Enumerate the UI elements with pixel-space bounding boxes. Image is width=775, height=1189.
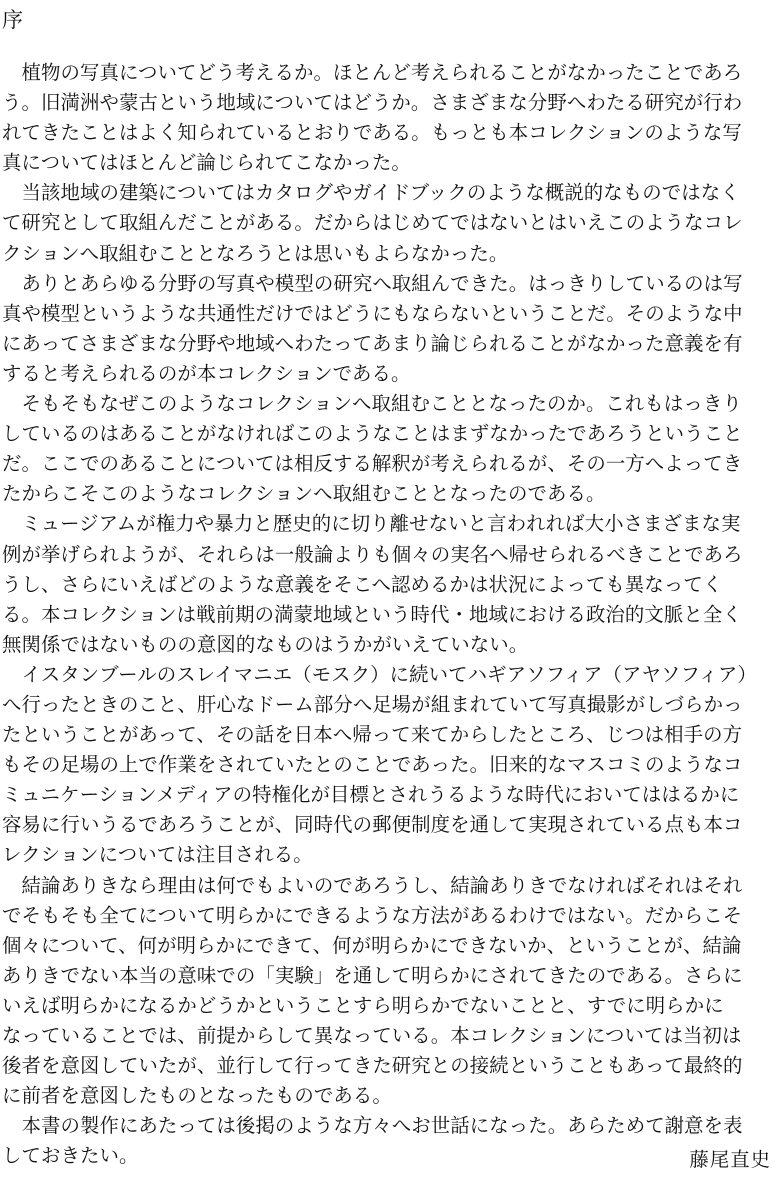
body-text <box>2 58 772 1171</box>
body-line: 無関係ではないものの意図的なものはうかがいえていない。 <box>2 632 529 656</box>
body-line: にあってさまざまな分野や地域へわたってあまり論じられることがなかった意義を有 <box>2 331 743 355</box>
body-line: たからこそこのようなコレクションへ取組むこととなったのである。 <box>2 482 606 506</box>
body-line: クションへ取組むこととなろうとは思いもよらなかった。 <box>2 241 509 265</box>
body-line: ミュニケーションメディアの特権化が目標とされうるような時代においてははるかに <box>2 783 740 807</box>
body-line: いえば明らかになるかどうかということすら明らかでないことと、すでに明らかに <box>2 993 724 1017</box>
body-line: 例が挙げられようが、それらは一般論よりも個々の実名へ帰せられるべきことであろ <box>2 542 743 566</box>
body-line: て研究として取組んだことがある。だからはじめてではないとはいえこのようなコレ <box>2 211 743 235</box>
body-line: 真や模型というような共通性だけではどうにもならないということだ。そのような中 <box>2 301 743 325</box>
body-line: ミュージアムが権力や暴力と歴史的に切り離せないと言われれば大小さまざまな実 <box>2 512 741 536</box>
body-line: そもそもなぜこのようなコレクションへ取組むこととなったのか。これもはっきり <box>2 392 742 416</box>
body-line: 結論ありきなら理由は何でもよいのであろうし、結論ありきでなければそれはそれ <box>2 873 743 897</box>
body-line: イスタンブールのスレイマニエ（モスク）に続いてハギアソフィア（アヤソフィア） <box>2 662 757 686</box>
body-line: へ行ったときのこと、肝心なドーム部分へ足場が組まれていて写真撮影がしづらかっ <box>2 692 743 716</box>
body-line: ありきでない本当の意味での「実験」を通して明らかにされてきたのである。さらに <box>2 963 743 987</box>
body-line: しておきたい。 <box>2 1144 139 1168</box>
page-title: 序 <box>2 8 23 32</box>
body-line: うし、さらにいえばどのような意義をそこへ認めるかは状況によっても異なってく <box>2 572 723 596</box>
body-line: 植物の写真についてどう考えるか。ほとんど考えられることがなかったことであろ <box>2 61 743 84</box>
body-line: ありとあらゆる分野の写真や模型の研究へ取組んできた。はっきりしているのは写 <box>2 271 743 295</box>
body-line: る。本コレクションは戦前期の満蒙地域という時代・地域における政治的文脈と全く <box>2 602 742 626</box>
body-line: もその足場の上で作業をされていたとのことであった。旧来的なマスコミのようなコ <box>2 753 743 777</box>
body-line: 本書の製作にあたっては後掲のような方々へお世話になった。あらためて謝意を表 <box>2 1114 743 1138</box>
body-line: だ。ここでのあることについては相反する解釈が考えられるが、その一方へよってき <box>2 452 743 476</box>
body-line: 真についてはほとんど論じられてこなかった。 <box>2 151 411 175</box>
body-line: 後者を意図していたが、並行して行ってきた研究との接続ということもあって最終的 <box>2 1054 743 1078</box>
body-line: すると考えられるのが本コレクションである。 <box>2 361 411 385</box>
body-line: 個々について、何が明らかにできて、何が明らかにできないか、ということが、結論 <box>2 933 742 957</box>
body-line: なっていることでは、前提からして異なっている。本コレクションについては当初は <box>2 1024 742 1047</box>
body-line: 当該地域の建築についてはカタログやガイドブックのような概説的なものではなく <box>2 181 740 205</box>
body-line: レクションについては注目される。 <box>2 843 313 867</box>
author-name: 藤尾直史 <box>689 1148 771 1171</box>
body-line: 容易に行いうるであろうことが、同時代の郵便制度を通して実現されている点も本コ <box>2 813 743 837</box>
body-line: たということがあって、その話を日本へ帰って来てからしたところ、じつは相手の方 <box>2 723 743 747</box>
body-line: う。旧満洲や蒙古という地域についてはどうか。さまざまな分野へわたる研究が行わ <box>2 91 743 115</box>
body-line: でそもそも全てについて明らかにできるような方法があるわけではない。だからこそ <box>2 903 743 927</box>
body-line: に前者を意図したものとなったものである。 <box>2 1084 392 1108</box>
body-line: しているのはあることがなければこのようなことはまずなかったであろうということ <box>2 422 743 446</box>
body-line: れてきたことはよく知られているとおりである。もっとも本コレクションのような写 <box>2 121 742 145</box>
